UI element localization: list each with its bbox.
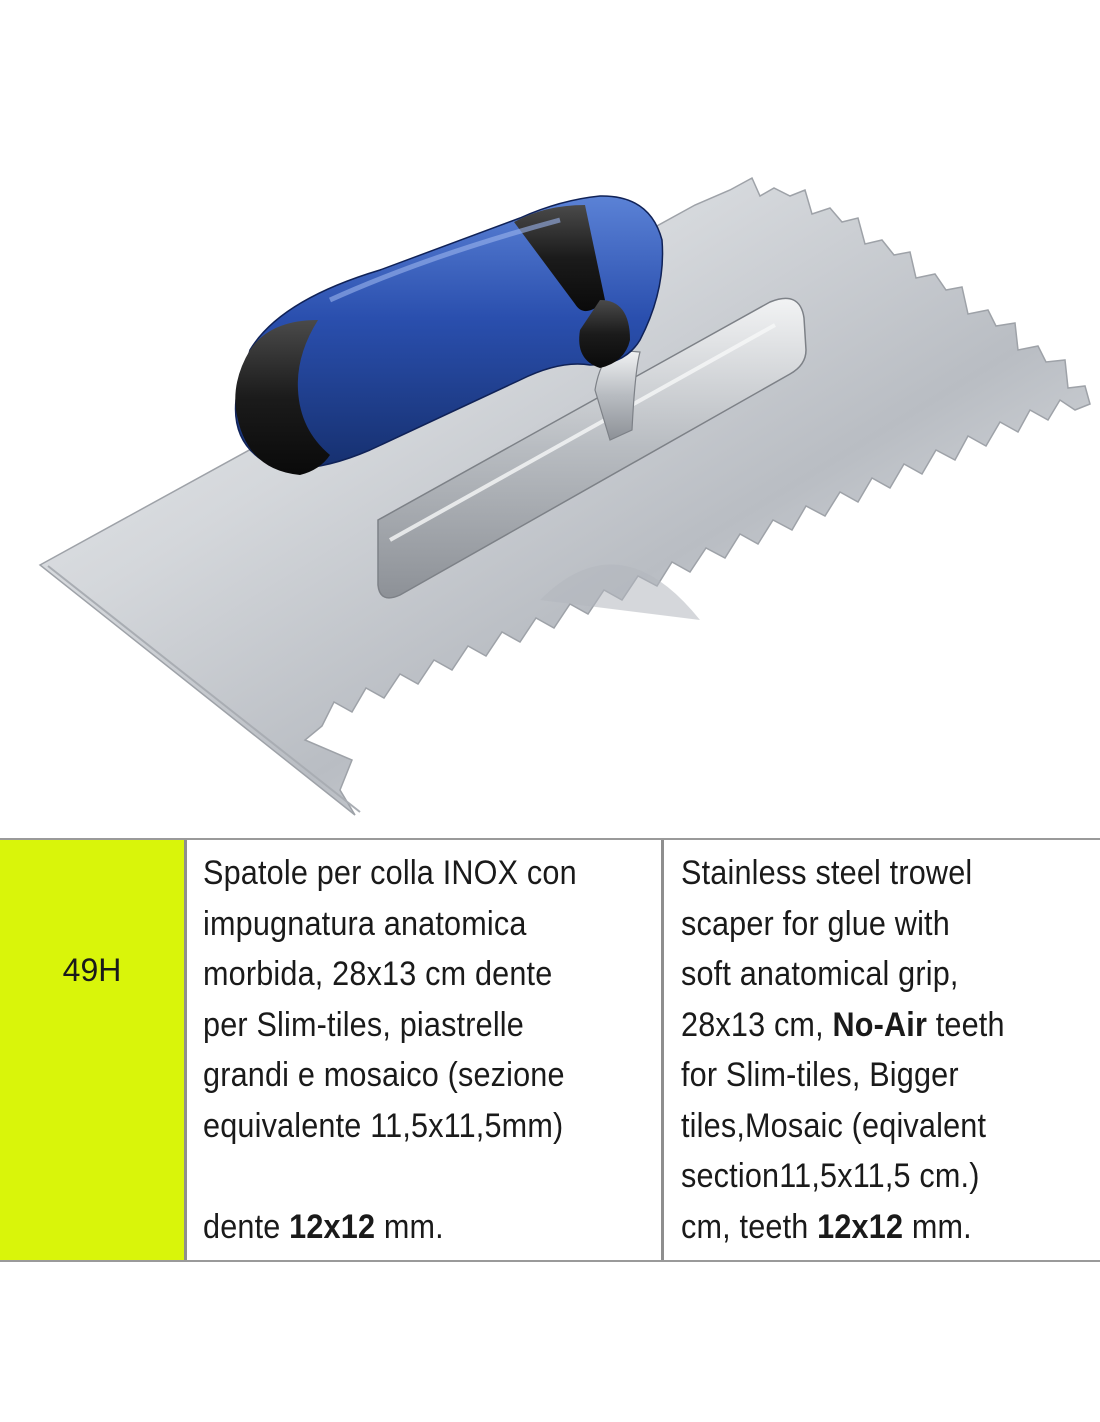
english-line: section11,5x11,5 cm.): [681, 1157, 980, 1195]
column-divider: [184, 840, 187, 1260]
italian-line: Spatole per colla INOX con: [203, 854, 577, 892]
english-line: [681, 1000, 1100, 1051]
teeth-text: teeth: [927, 1005, 1005, 1044]
product-code: 49H: [62, 952, 122, 988]
tooth-unit: mm.: [903, 1207, 972, 1246]
english-line: for Slim-tiles, Bigger: [681, 1056, 959, 1094]
product-code-cell: [0, 840, 184, 1260]
tooth-label: dente: [203, 1207, 290, 1246]
italian-description: [203, 848, 653, 1252]
english-line: soft anatomical grip,: [681, 955, 959, 993]
english-line: Stainless steel trowel: [681, 854, 973, 892]
italian-line: morbida, 28x13 cm dente: [203, 955, 553, 993]
english-line: tiles,Mosaic (eqivalent: [681, 1106, 987, 1145]
tooth-label: cm, teeth: [681, 1207, 818, 1246]
italian-line: equivalente 11,5x11,5mm): [203, 1106, 564, 1145]
tooth-size-value: 12x12: [817, 1207, 904, 1246]
italian-tooth-size: [203, 1202, 653, 1253]
italian-line: grandi e mosaico (sezione: [203, 1056, 565, 1094]
size-text: 28x13 cm,: [681, 1005, 833, 1044]
english-tooth-size: [681, 1202, 1100, 1253]
no-air-label: No-Air: [832, 1005, 928, 1044]
tooth-unit: mm.: [375, 1207, 444, 1246]
italian-line: impugnatura anatomica: [203, 904, 527, 943]
italian-line: per Slim-tiles, piastrelle: [203, 1005, 524, 1044]
column-divider: [661, 840, 664, 1260]
product-description-table: [0, 838, 1100, 1262]
english-description: [681, 848, 1100, 1252]
tooth-size-value: 12x12: [289, 1207, 376, 1246]
english-line: scaper for glue with: [681, 904, 950, 943]
